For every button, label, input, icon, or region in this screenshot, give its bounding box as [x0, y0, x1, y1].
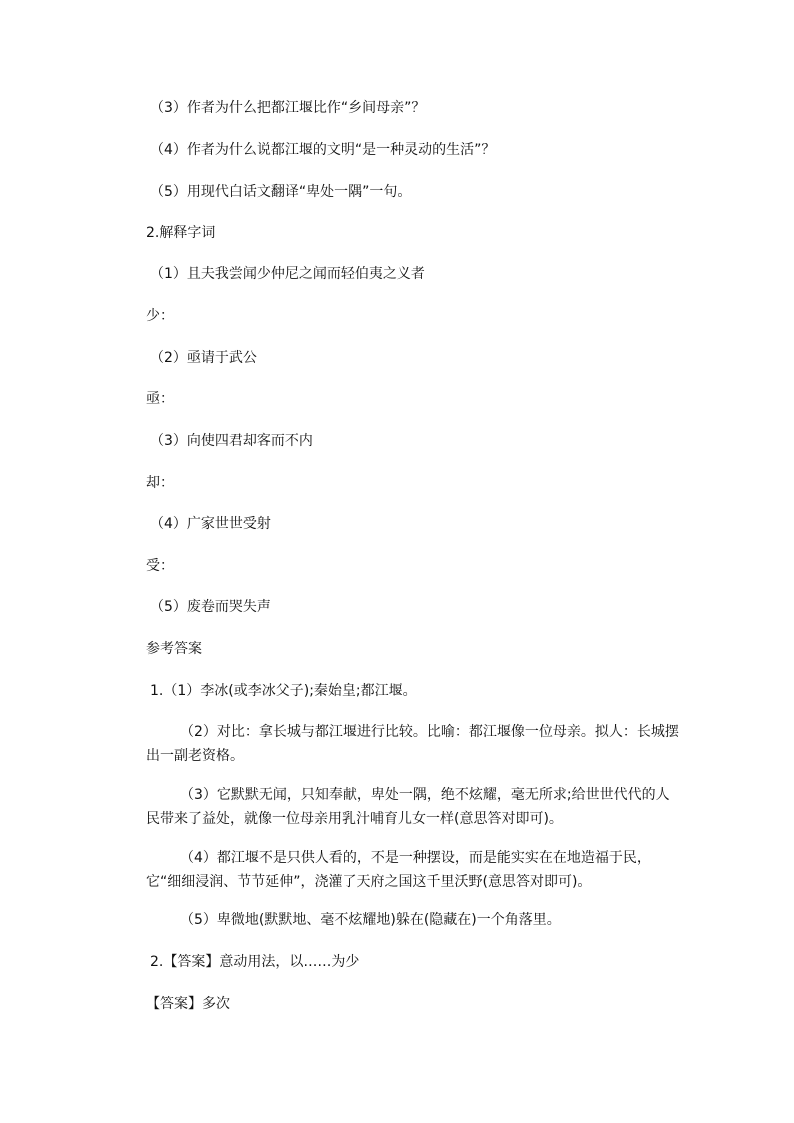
vocab-word-3: 却：: [146, 475, 174, 491]
vocab-word-1: 少：: [146, 308, 174, 324]
section-heading: 2.解释字词: [146, 225, 216, 241]
vocab-sentence-4: （4）广家世世受射: [150, 516, 271, 532]
vocab-sentence-1: （1）且夫我尝闻少仲尼之闻而轻伯夷之义者: [150, 266, 425, 282]
vocab-sentence-5: （5）废卷而哭失声: [150, 599, 271, 615]
answer-2b: 【答案】多次: [146, 996, 230, 1012]
answer-1-1: 1.（1）李冰(或李冰父子);秦始皇;都江堰。: [150, 683, 417, 699]
vocab-sentence-3: （3）向使四君却客而不内: [150, 433, 313, 449]
question-4: （4）作者为什么说都江堰的文明“是一种灵动的生活”？: [150, 142, 496, 158]
question-3: （3）作者为什么把都江堰比作“乡间母亲”？: [150, 100, 426, 116]
vocab-word-4: 受：: [146, 558, 174, 574]
answer-2: 2.【答案】意动用法，以……为少: [150, 954, 360, 970]
answer-1-2: （2）对比：拿长城与都江堰进行比较。比喻：都江堰像一位母亲。拟人：长城摆出一副老资格。: [146, 724, 679, 764]
answer-1-4: （4）都江堰不是只供人看的，不是一种摆设，而是能实实在在地造福于民，它“细细浸润、节节延伸”，浇灌了天府之国这千里沃野(意思答对即可)。: [146, 850, 651, 890]
question-5: （5）用现代白话文翻译“卑处一隅”一句。: [150, 184, 412, 200]
vocab-sentence-2: （2）亟请于武公: [150, 350, 257, 366]
answers-heading: 参考答案: [146, 641, 202, 657]
vocab-word-2: 亟：: [146, 391, 174, 407]
answer-1-5: （5）卑微地(默默地、毫不炫耀地)躲在(隐藏在)一个角落里。: [180, 912, 561, 928]
answer-1-3: （3）它默默无闻，只知奉献，卑处一隅，绝不炫耀，毫无所求;给世世代代的人民带来了益处，就像一位母亲用乳汁哺育儿女一样(意思答对即可)。: [146, 787, 670, 827]
